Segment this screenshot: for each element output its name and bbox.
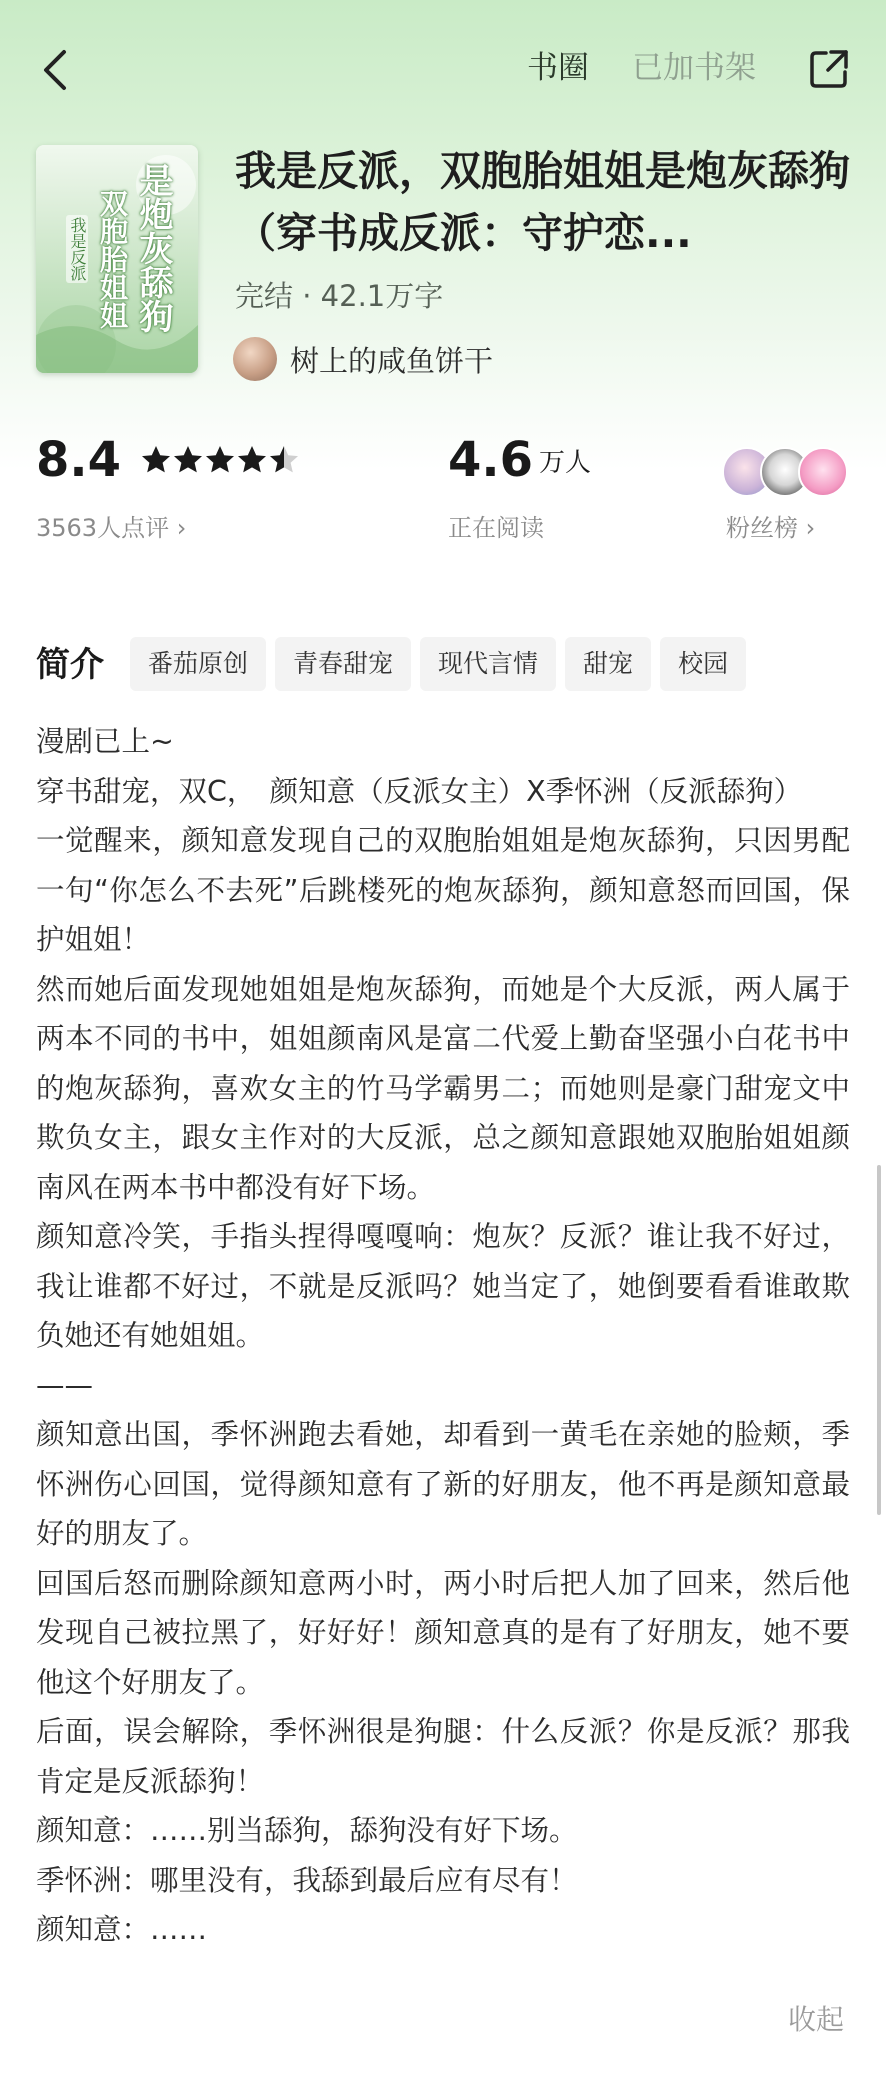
synopsis — [36, 717, 850, 1955]
book-circle-link[interactable]: 书圈 — [527, 50, 589, 86]
book-cover[interactable] — [36, 145, 198, 373]
share-button[interactable] — [806, 46, 852, 92]
word-count: 42.1万字 — [320, 279, 444, 313]
cover-title-line-3: 我是反派 — [68, 217, 87, 281]
synopsis-paragraph: 漫剧已上~ — [36, 725, 174, 758]
star-icon — [268, 444, 300, 476]
rating-score: 8.4 — [36, 432, 122, 488]
star-icon — [204, 444, 236, 476]
synopsis-paragraph: 一觉醒来，颜知意发现自己的双胞胎姐姐是炮灰舔狗，只因男配一句“你怎么不去死”后跳楼死的炮灰舔狗，颜知意怒而回国，保护姐姐！ — [36, 824, 850, 956]
synopsis-paragraph: 颜知意：…… — [36, 1913, 208, 1946]
author-row[interactable] — [233, 335, 493, 383]
tag-list — [130, 637, 746, 691]
readers-unit: 万人 — [539, 447, 592, 478]
book-title: 我是反派，双胞胎姐姐是炮灰舔狗（穿书成反派：守护恋... — [235, 147, 850, 257]
added-to-shelf-button[interactable]: 已加书架 — [632, 50, 756, 86]
synopsis-paragraph: 颜知意冷笑，手指头捏得嘎嘎响：炮灰？反派？谁让我不好过，我让谁都不好过，不就是反派吗？她当定了，她倒要看看谁敢欺负她还有她姐姐。 — [36, 1220, 850, 1352]
scrollbar-thumb[interactable] — [877, 1165, 881, 1515]
readers-count: 4.6 — [448, 432, 534, 488]
synopsis-paragraph: 穿书甜宠，双C， 颜知意（反派女主）X季怀洲（反派舔狗） — [36, 774, 803, 808]
fans-ranking-link[interactable]: 粉丝榜 › — [726, 514, 816, 542]
tag-item[interactable]: 番茄原创 — [130, 637, 266, 691]
collapse-button[interactable]: 收起 — [788, 2003, 845, 2036]
reviews-link[interactable]: 3563人点评 › — [36, 514, 187, 542]
synopsis-paragraph: 回国后怒而删除颜知意两小时，两小时后把人加了回来，然后他发现自己被拉黑了，好好好！颜知意真的是有了好朋友，她不要他这个好朋友了。 — [36, 1566, 850, 1699]
rating-block — [36, 430, 300, 490]
star-icon — [172, 444, 204, 476]
synopsis-paragraph: 颜知意：……别当舔狗，舔狗没有好下场。 — [36, 1814, 578, 1847]
chevron-left-icon — [30, 42, 86, 98]
fan-avatar-3 — [798, 447, 848, 497]
top-bar — [0, 30, 886, 110]
meta-separator: · — [293, 279, 321, 313]
tag-item[interactable]: 现代言情 — [420, 637, 556, 691]
tag-item[interactable]: 校园 — [660, 637, 746, 691]
author-avatar — [233, 337, 277, 381]
rating-stars — [140, 444, 300, 476]
intro-heading: 简介 — [36, 645, 104, 685]
share-icon — [806, 46, 852, 92]
cover-title-line-2: 双胞胎姐姐 — [96, 189, 129, 329]
tag-item[interactable]: 甜宠 — [565, 637, 651, 691]
tag-item[interactable]: 青春甜宠 — [275, 637, 411, 691]
back-button[interactable] — [30, 42, 86, 98]
synopsis-paragraph: 然而她后面发现她姐姐是炮灰舔狗，而她是个大反派，两人属于两本不同的书中，姐姐颜南风是富二代爱上勤奋坚强小白花书中的炮灰舔狗，喜欢女主的竹马学霸男二；而她则是豪门甜宠文中欺负女主，跟女主作对的大反派，总之颜知意跟她双胞胎姐姐颜南风在两本书中都没有好下场。 — [36, 972, 850, 1204]
readers-block — [448, 430, 591, 490]
book-meta — [235, 278, 443, 314]
synopsis-paragraph: 季怀洲：哪里没有，我舔到最后应有尽有！ — [36, 1863, 578, 1897]
cover-title-art — [36, 145, 198, 373]
book-status: 完结 — [235, 279, 294, 313]
readers-label: 正在阅读 — [448, 514, 544, 542]
synopsis-paragraph: 颜知意出国，季怀洲跑去看她，却看到一黄毛在亲她的脸颊，季怀洲伤心回国，觉得颜知意有了新的好朋友，他不再是颜知意最好的朋友了。 — [36, 1418, 850, 1550]
cover-title-line-1: 是炮灰舔狗 — [133, 163, 173, 333]
author-name: 树上的咸鱼饼干 — [290, 343, 494, 378]
synopsis-divider: —— — [36, 1368, 93, 1402]
star-icon — [236, 444, 268, 476]
synopsis-paragraph: 后面，误会解除，季怀洲很是狗腿：什么反派？你是反派？那我肯定是反派舔狗！ — [36, 1715, 850, 1798]
star-icon — [140, 444, 172, 476]
fans-avatars[interactable] — [722, 447, 852, 497]
